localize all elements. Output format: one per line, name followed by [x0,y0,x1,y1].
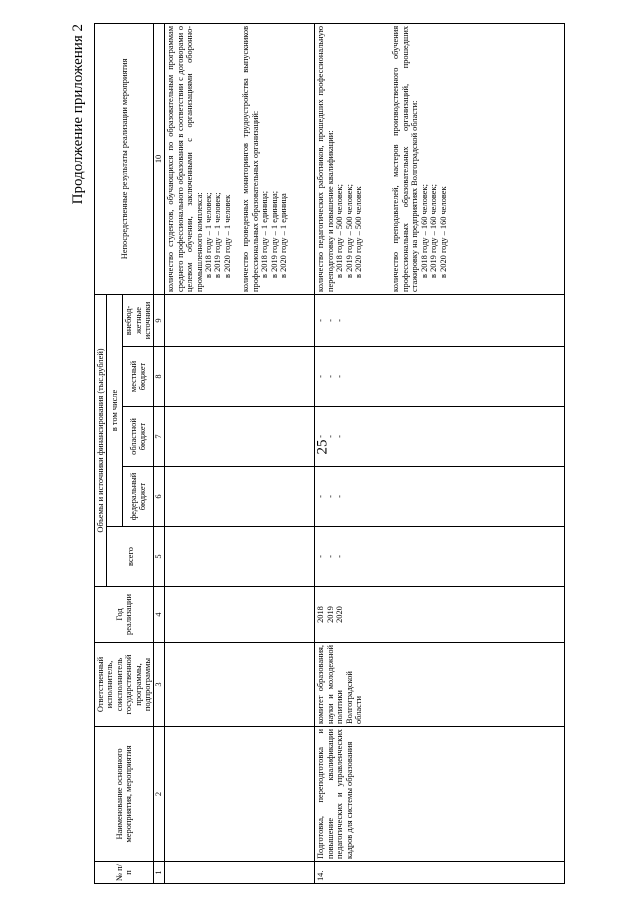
row14-total: - - - [315,527,565,587]
rotated-page-content [70,24,575,884]
header-year: Год реализации [95,587,154,643]
page-number: 25 [314,439,331,455]
header-row-1 [95,23,107,883]
row14-results [315,23,565,294]
col-index: 9 [154,294,165,346]
col-index: 5 [154,527,165,587]
header-executor: Ответственный исполнитель, соисполнитель государственной программы, подпрограммы [95,643,154,727]
results-text: количество проведенных мониторингов трудоустройства выпускников профессиональных образовательных организаций: [241,25,260,292]
col-index: 10 [154,23,165,294]
row14-years [315,587,565,643]
results-item: в 2020 году – 1 человек [222,194,232,278]
header-total: всего [107,527,154,587]
table-row [165,23,315,883]
col-index: 1 [154,862,165,884]
results-item: в 2018 году – 160 человек; [419,184,429,278]
results-text: количество студентов, обучающихся по образовательным программам среднего профессионального образования в соответствии с договорами о целевом обучении, заключенными с организациями оборонно-промышленного комплекса: [166,25,204,292]
results-item: в 2019 году – 160 человек; [429,184,439,278]
results-item: в 2019 году – 1 единица; [269,190,279,278]
header-name: Наименование основного мероприятия, мероприятия [95,727,154,862]
row13-results [165,23,315,294]
col-index: 2 [154,727,165,862]
header-local: местный бюджет [123,347,154,407]
row14-regional: - - - [315,407,565,467]
row14-local: - - - [315,347,565,407]
results-item: в 2019 году – 1 человек; [213,192,223,278]
col-index: 8 [154,347,165,407]
header-num: № п/п [95,862,154,884]
row14-name: Подготовка, переподготовка и повышение квалификации педагогических и управленческих кадров для системы образования [315,727,565,862]
results-item: в 2020 году – 500 человек [354,186,364,278]
row14-extra: - - - [315,294,565,346]
year-value: 2020 [335,606,345,623]
col-index: 7 [154,407,165,467]
header-results: Непосредственные результаты реализации мероприятия [95,23,154,294]
results-item: в 2019 году – 500 человек; [344,184,354,278]
col-index: 6 [154,467,165,527]
header-extra: внебюд- жетные источники [123,294,154,346]
col-index: 4 [154,587,165,643]
results-text: количество преподавателей, мастеров производственного обучения профессиональных образовательных организаций, прошедших стажировку на предприятиях Волгоградской области: [391,25,420,292]
results-item: в 2020 году – 160 человек [438,186,448,278]
results-item: в 2018 году – 1 человек; [204,192,214,278]
year-value: 2019 [325,606,335,623]
header-regional: областной бюджет [123,407,154,467]
table-row [315,23,565,883]
header-federal: федеральный бюджет [123,467,154,527]
row14-num: 14. [315,862,565,884]
col-index: 3 [154,643,165,727]
year-value: 2018 [316,606,326,623]
appendix-title: Продолжение приложения 2 [70,24,86,205]
results-item: в 2018 году – 500 человек; [335,184,345,278]
results-item: в 2020 году – 1 единица [278,193,288,278]
program-table [94,23,565,884]
column-index-row [154,23,165,883]
row14-executor: комитет образования, науки и молодежной политики Волгоградской области [315,643,565,727]
results-item: в 2018 году – 1 единица; [260,190,270,278]
header-incl: в том числе [107,294,123,526]
row14-federal: - - - [315,467,565,527]
results-text: количество педагогических работников, прошедших профессиональную переподготовку и повышение квалификации: [316,25,335,292]
header-funding: Объемы и источники финансирования (тыс.рублей) [95,294,107,586]
